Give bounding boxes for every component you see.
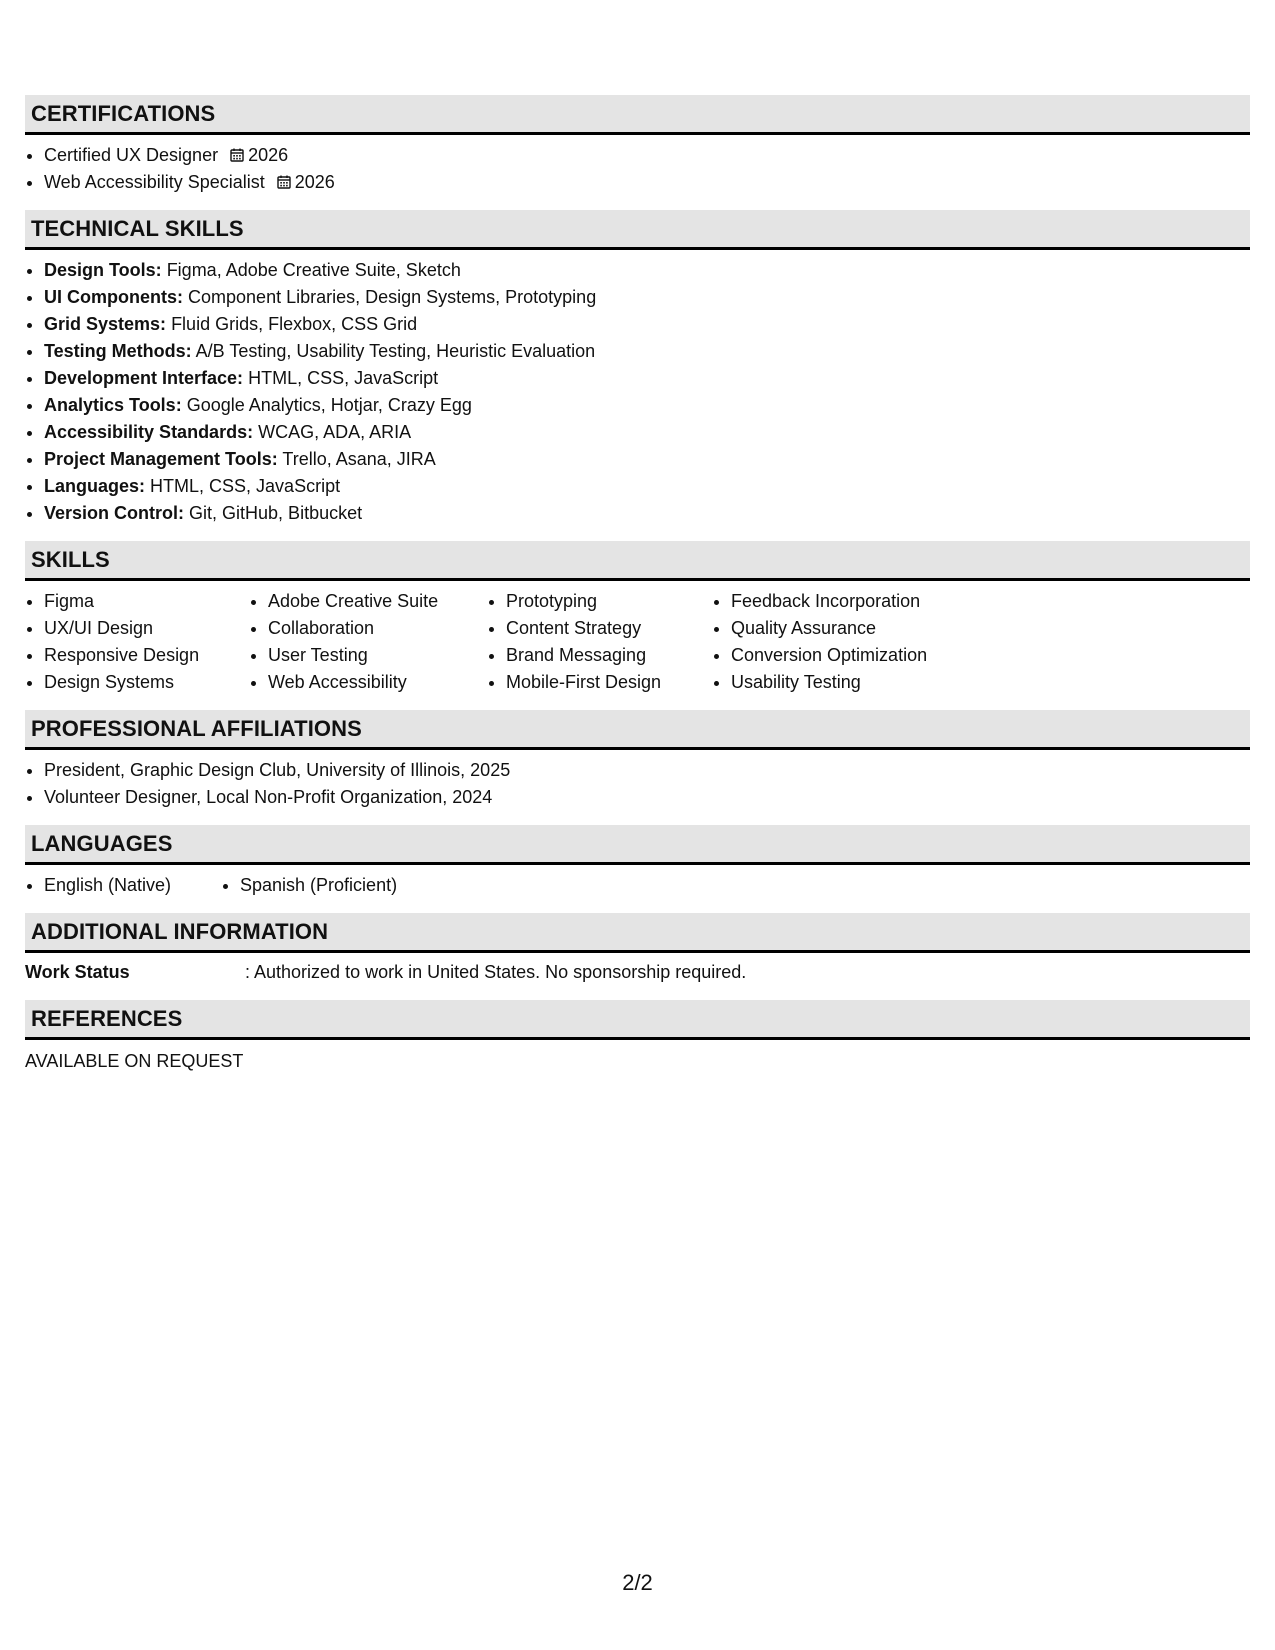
list-item: • Conversion Optimization	[731, 642, 991, 669]
section-heading: REFERENCES	[25, 1000, 1250, 1040]
section-heading: CERTIFICATIONS	[25, 95, 1250, 135]
list-item: • Content Strategy	[506, 615, 712, 642]
additional-info-section	[25, 913, 1250, 986]
section-heading: PROFESSIONAL AFFILIATIONS	[25, 710, 1250, 750]
certification-name: Web Accessibility Specialist	[44, 172, 265, 192]
skills-column	[487, 588, 712, 696]
list-item: • Spanish (Proficient)	[240, 872, 397, 899]
list-item	[44, 473, 1250, 500]
list-item	[44, 257, 1250, 284]
skill-label: Design Tools:	[44, 260, 162, 280]
skill-label: Grid Systems:	[44, 314, 167, 334]
skill-label: Development Interface:	[44, 368, 244, 388]
skills-section	[25, 541, 1250, 696]
skill-value: Git, GitHub, Bitbucket	[189, 503, 363, 523]
list-item	[44, 500, 1250, 527]
skill-value: HTML, CSS, JavaScript	[150, 476, 341, 496]
certification-year: 2026	[248, 145, 289, 165]
section-heading: TECHNICAL SKILLS	[25, 210, 1250, 250]
list-item	[44, 419, 1250, 446]
skills-column	[712, 588, 991, 696]
languages-section	[25, 825, 1250, 899]
skill-value: A/B Testing, Usability Testing, Heuristic Evaluation	[195, 341, 596, 361]
list-item	[44, 284, 1250, 311]
list-item: • Feedback Incorporation	[731, 588, 991, 615]
list-item: • Brand Messaging	[506, 642, 712, 669]
skill-value: Trello, Asana, JIRA	[282, 449, 436, 469]
work-status-row	[25, 959, 1250, 986]
list-item: • User Testing	[268, 642, 487, 669]
work-status-value: : Authorized to work in United States. No sponsorship required.	[245, 962, 747, 982]
list-item: • Adobe Creative Suite	[268, 588, 487, 615]
list-item	[44, 169, 1250, 196]
list-item	[44, 142, 1250, 169]
skill-value: HTML, CSS, JavaScript	[248, 368, 439, 388]
skill-value: Component Libraries, Design Systems, Prototyping	[188, 287, 597, 307]
skill-label: Project Management Tools:	[44, 449, 278, 469]
skill-label: UI Components:	[44, 287, 183, 307]
section-heading: ADDITIONAL INFORMATION	[25, 913, 1250, 953]
calendar-icon	[230, 148, 244, 162]
section-heading: SKILLS	[25, 541, 1250, 581]
section-heading: LANGUAGES	[25, 825, 1250, 865]
certifications-list	[25, 142, 1250, 196]
list-item: • English (Native)	[44, 872, 221, 899]
list-item: • Quality Assurance	[731, 615, 991, 642]
list-item: • Responsive Design	[44, 642, 249, 669]
technical-skills-section	[25, 210, 1250, 527]
languages-column	[25, 872, 221, 899]
page-number: 2/2	[622, 1570, 653, 1595]
affiliations-section	[25, 710, 1250, 811]
list-item	[44, 365, 1250, 392]
list-item: • Design Systems	[44, 669, 249, 696]
list-item	[44, 446, 1250, 473]
resume-page	[25, 95, 1250, 1089]
skill-value: Figma, Adobe Creative Suite, Sketch	[166, 260, 461, 280]
certification-year: 2026	[294, 172, 335, 192]
skill-label: Version Control:	[44, 503, 185, 523]
languages-list	[25, 872, 1250, 899]
list-item: • President, Graphic Design Club, University of Illinois, 2025	[44, 757, 1250, 784]
certification-name: Certified UX Designer	[44, 145, 219, 165]
skill-value: Google Analytics, Hotjar, Crazy Egg	[186, 395, 472, 415]
skill-label: Accessibility Standards:	[44, 422, 254, 442]
list-item	[44, 338, 1250, 365]
skills-grid	[25, 588, 1250, 696]
list-item: • Web Accessibility	[268, 669, 487, 696]
skill-label: Languages:	[44, 476, 146, 496]
list-item	[44, 392, 1250, 419]
skill-label: Testing Methods:	[44, 341, 192, 361]
affiliations-list	[25, 757, 1250, 811]
skill-value: WCAG, ADA, ARIA	[258, 422, 412, 442]
references-text: AVAILABLE ON REQUEST	[25, 1051, 244, 1071]
references-section	[25, 1000, 1250, 1075]
list-item	[44, 311, 1250, 338]
languages-column	[221, 872, 397, 899]
skill-value: Fluid Grids, Flexbox, CSS Grid	[171, 314, 418, 334]
list-item: • Mobile-First Design	[506, 669, 712, 696]
list-item: • Prototyping	[506, 588, 712, 615]
calendar-icon	[277, 175, 291, 189]
list-item: • Usability Testing	[731, 669, 991, 696]
list-item: • Figma	[44, 588, 249, 615]
skills-column	[25, 588, 249, 696]
skills-column	[249, 588, 487, 696]
list-item: • Collaboration	[268, 615, 487, 642]
skill-label: Analytics Tools:	[44, 395, 182, 415]
list-item: • UX/UI Design	[44, 615, 249, 642]
certifications-section	[25, 95, 1250, 196]
technical-skills-list	[25, 257, 1250, 527]
work-status-label: Work Status	[25, 962, 130, 982]
list-item: • Volunteer Designer, Local Non-Profit Organization, 2024	[44, 784, 1250, 811]
